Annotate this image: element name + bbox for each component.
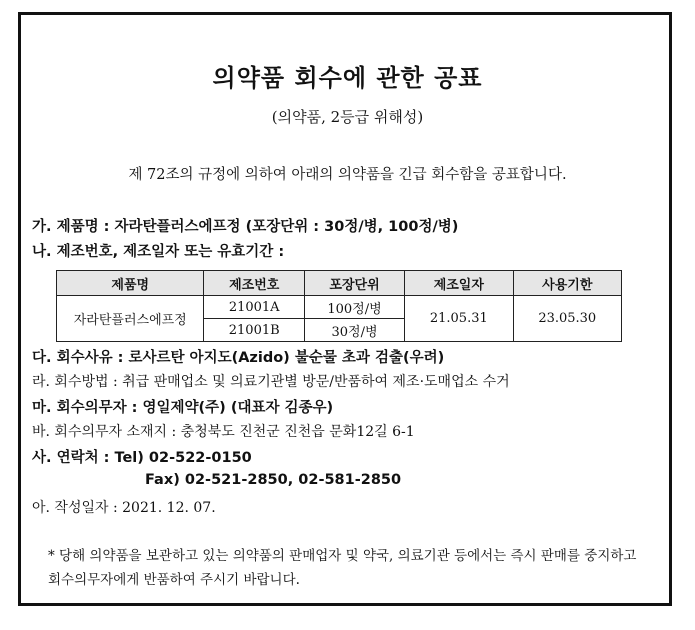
cell-lot: 21001A	[204, 296, 304, 319]
header-pack-unit: 포장단위	[304, 271, 404, 296]
item-recall-company: 마. 회수의무자 : 영일제약(주) (대표자 김종우)	[32, 400, 334, 416]
page-subtitle: (의약품, 2등급 위해성)	[271, 108, 424, 126]
header-product: 제품명	[57, 271, 204, 296]
item-recall-method: 라. 회수방법 : 취급 판매업소 및 의료기관별 방문/반품하여 제조·도매업소 수거	[32, 374, 510, 390]
cell-exp-date: 23.05.30	[513, 296, 621, 342]
item-written-date: 아. 작성일자 : 2021. 12. 07.	[32, 500, 216, 516]
cell-product: 자라탄플러스에프정	[57, 296, 204, 342]
item-contact-tel: 사. 연락처 : Tel) 02-522-0150	[32, 450, 252, 466]
item-recall-reason: 다. 회수사유 : 로사르탄 아지도(Azido) 불순물 초과 검출(우려)	[32, 350, 445, 366]
item-lot-info-heading: 나. 제조번호, 제조일자 또는 유효기간 :	[32, 244, 285, 260]
footnote: * 당해 의약품을 보관하고 있는 의약품의 판매업자 및 약국, 의료기관 등에서는 즉시 판매를 중지하고 회수의무자에게 반품하여 주시기 바랍니다.	[48, 548, 637, 588]
header-mfg-date: 제조일자	[405, 271, 513, 296]
table-row	[57, 296, 622, 319]
cell-pack: 100정/병	[304, 296, 404, 319]
page-title: 의약품 회수에 관한 공표	[212, 64, 483, 92]
intro-text: 제 72조의 규정에 의하여 아래의 의약품을 긴급 회수함을 공표합니다.	[128, 167, 567, 183]
item-product-name: 가. 제품명 : 자라탄플러스에프정 (포장단위 : 30정/병, 100정/병)	[32, 219, 459, 235]
header-exp-date: 사용기한	[513, 271, 621, 296]
header-lot-number: 제조번호	[204, 271, 304, 296]
cell-mfg-date: 21.05.31	[405, 296, 513, 342]
lot-table	[56, 270, 622, 342]
item-contact-fax: Fax) 02-521-2850, 02-581-2850	[145, 472, 402, 488]
cell-pack: 30정/병	[304, 319, 404, 342]
cell-lot: 21001B	[204, 319, 304, 342]
item-company-address: 바. 회수의무자 소재지 : 충청북도 진천군 진천읍 문화12길 6-1	[32, 424, 415, 440]
lot-table-header-row	[57, 271, 622, 296]
